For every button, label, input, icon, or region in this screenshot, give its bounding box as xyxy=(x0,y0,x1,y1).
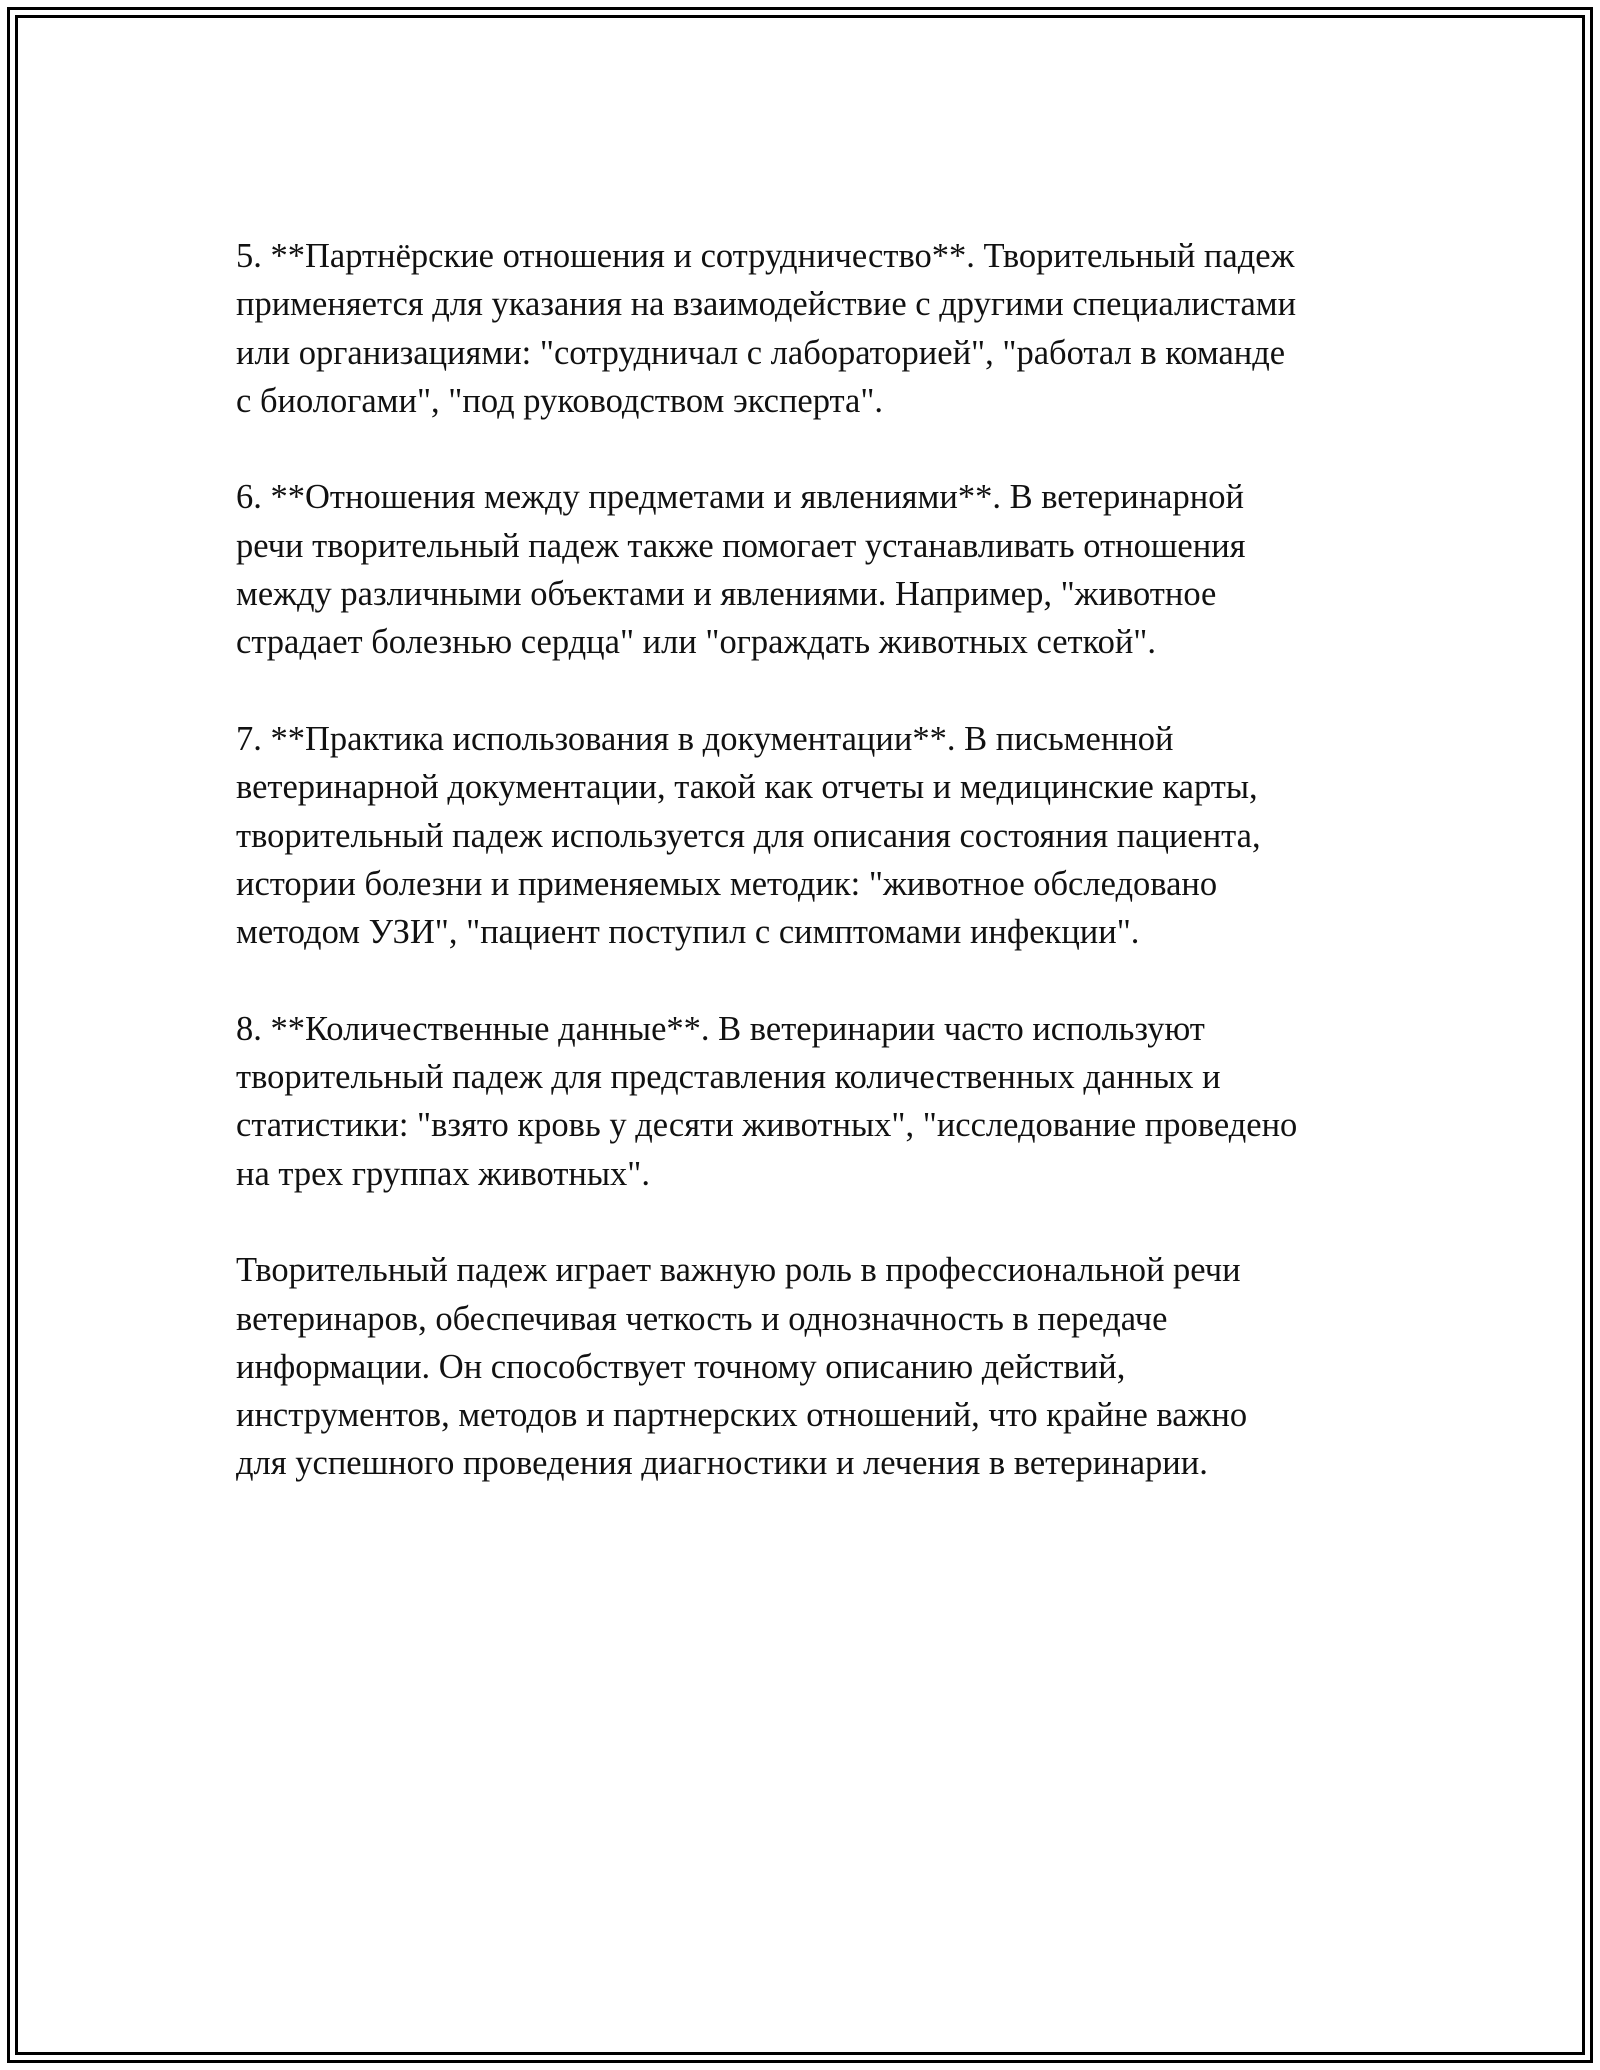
paragraph-partnership: 5. **Партнёрские отношения и сотрудничество**. Творительный падеж применяется для указания на взаимодействие с другими специалистами или организациями: "сотрудничал с лабораторией", "работал в команде с биологами", "под руководством эксперта". xyxy=(236,237,1297,420)
paragraph-documentation: 7. **Практика использования в документации**. В письменной ветеринарной документации, такой как отчеты и медицинские карты, творительный падеж используется для описания состояния пациента, истории болезни и применяемых методик: "животное обследовано методом УЗИ", "пациент поступил с симптомами инфекции". xyxy=(236,719,1261,952)
document-body xyxy=(236,232,1396,1536)
paragraph-conclusion: Творительный падеж играет важную роль в профессиональной речи ветеринаров, обеспечивая четкость и однозначность в передаче информации. Он способствует точному описанию действий, инструментов, методов и партнерских отношений, что крайне важно для успешного проведения диагностики и лечения в ветеринарии. xyxy=(236,1251,1248,1483)
paragraph-quantitative: 8. **Количественные данные**. В ветеринарии часто используют творительный падеж для представления количественных данных и статистики: "взято кровь у десяти животных", "исследование проведено на трех группах животных". xyxy=(236,1009,1298,1193)
paragraph-relations: 6. **Отношения между предметами и явлениями**. В ветеринарной речи творительный падеж также помогает устанавливать отношения между различными объектами и явлениями. Например, "животное страдает болезнью сердца" или "ограждать животных сеткой". xyxy=(236,478,1246,662)
